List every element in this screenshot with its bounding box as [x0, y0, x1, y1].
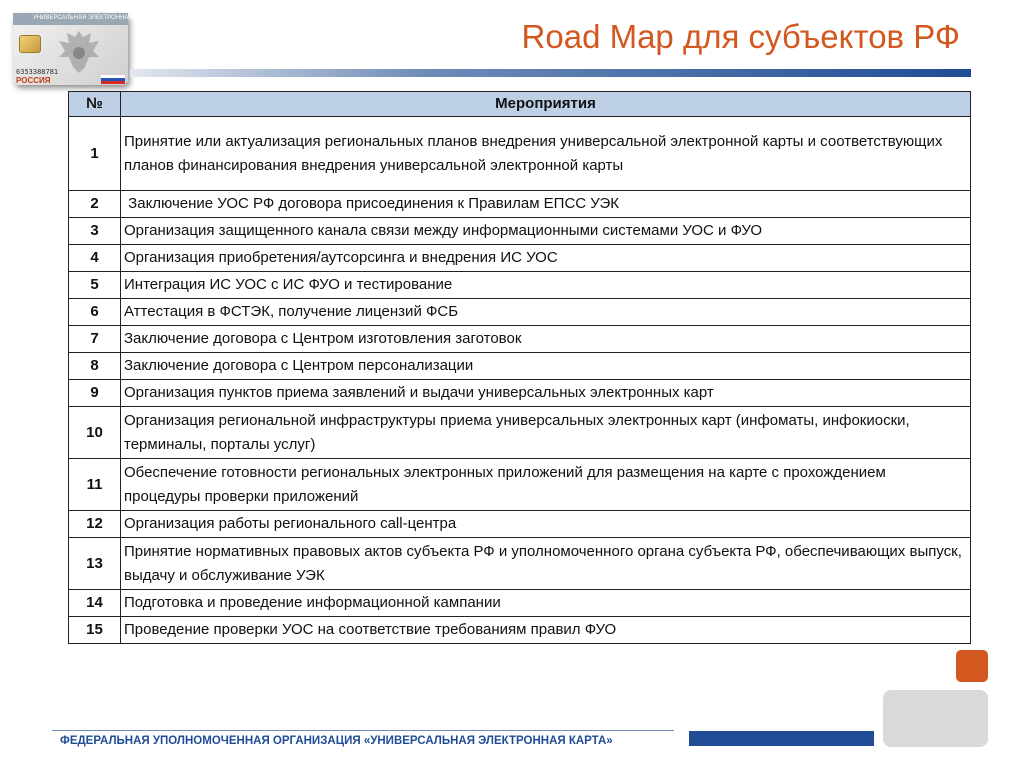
row-number: 12 [69, 511, 121, 538]
row-number: 13 [69, 538, 121, 590]
header-divider [130, 69, 971, 77]
decorative-grey-square [883, 690, 988, 747]
row-text: Принятие или актуализация региональных планов внедрения универсальной электронной карты и соответствующих планов финансирования внедрения универсальной электронной карты [121, 117, 971, 191]
table-row [69, 353, 971, 380]
row-number: 11 [69, 459, 121, 511]
card-country: РОССИЯ [16, 76, 51, 85]
header-number: № [69, 92, 121, 117]
row-text: Организация приобретения/аутсорсинга и внедрения ИС УОС [121, 245, 971, 272]
table-row [69, 191, 971, 218]
row-text: Принятие нормативных правовых актов субъекта РФ и уполномоченного органа субъекта РФ, обеспечивающих выпуск, выдачу и обслуживание УЭК [121, 538, 971, 590]
row-text: Проведение проверки УОС на соответствие требованиям правил ФУО [121, 617, 971, 644]
footer-blue-bar [689, 731, 874, 746]
eagle-emblem-icon [55, 27, 103, 77]
table-row [69, 272, 971, 299]
row-text: Заключение УОС РФ договора присоединения к Правилам ЕПСС УЭК [121, 191, 971, 218]
row-text: Аттестация в ФСТЭК, получение лицензий ФСБ [121, 299, 971, 326]
row-text: Организация пунктов приема заявлений и выдачи универсальных электронных карт [121, 380, 971, 407]
footer-divider [52, 730, 674, 731]
row-number: 8 [69, 353, 121, 380]
row-number: 6 [69, 299, 121, 326]
row-number: 14 [69, 590, 121, 617]
row-number: 2 [69, 191, 121, 218]
footer-organization: ФЕДЕРАЛЬНАЯ УПОЛНОМОЧЕННАЯ ОРГАНИЗАЦИЯ «УНИВЕРСАЛЬНАЯ ЭЛЕКТРОННАЯ КАРТА» [60, 735, 613, 747]
table-row [69, 407, 971, 459]
row-text: Обеспечение готовности региональных электронных приложений для размещения на карте с прохождением процедуры проверки приложений [121, 459, 971, 511]
table-row [69, 459, 971, 511]
header-events: Мероприятия [121, 92, 971, 117]
table-row [69, 538, 971, 590]
row-number: 1 [69, 117, 121, 191]
table-row [69, 117, 971, 191]
roadmap-table [68, 91, 971, 644]
table-row [69, 380, 971, 407]
russian-flag-icon [101, 75, 125, 84]
row-number: 4 [69, 245, 121, 272]
row-number: 5 [69, 272, 121, 299]
chip-icon [19, 35, 41, 53]
table-row [69, 511, 971, 538]
row-number: 10 [69, 407, 121, 459]
row-text: Подготовка и проведение информационной кампании [121, 590, 971, 617]
row-text: Интеграция ИС УОС с ИС ФУО и тестирование [121, 272, 971, 299]
row-number: 15 [69, 617, 121, 644]
universal-card-logo [13, 13, 154, 85]
row-text: Заключение договора с Центром изготовления заготовок [121, 326, 971, 353]
row-number: 9 [69, 380, 121, 407]
row-number: 7 [69, 326, 121, 353]
table-row [69, 617, 971, 644]
table-row [69, 326, 971, 353]
table-row [69, 218, 971, 245]
table-row [69, 590, 971, 617]
card-number: 6353388781 [16, 68, 59, 76]
row-text: Организация работы регионального call-центра [121, 511, 971, 538]
decorative-orange-square [956, 650, 988, 682]
row-text: Организация региональной инфраструктуры приема универсальных электронных карт (инфоматы, инфокиоски, терминалы, порталы услуг) [121, 407, 971, 459]
row-text: Заключение договора с Центром персонализации [121, 353, 971, 380]
card-stripe-text: УНИВЕРСАЛЬНАЯ ЭЛЕКТРОННАЯ КАРТА [33, 15, 154, 21]
table-row [69, 245, 971, 272]
row-number: 3 [69, 218, 121, 245]
row-text: Организация защищенного канала связи между информационными системами УОС и ФУО [121, 218, 971, 245]
page-title: Road Map для субъектов РФ [521, 18, 960, 55]
table-header-row [69, 92, 971, 117]
table-row [69, 299, 971, 326]
